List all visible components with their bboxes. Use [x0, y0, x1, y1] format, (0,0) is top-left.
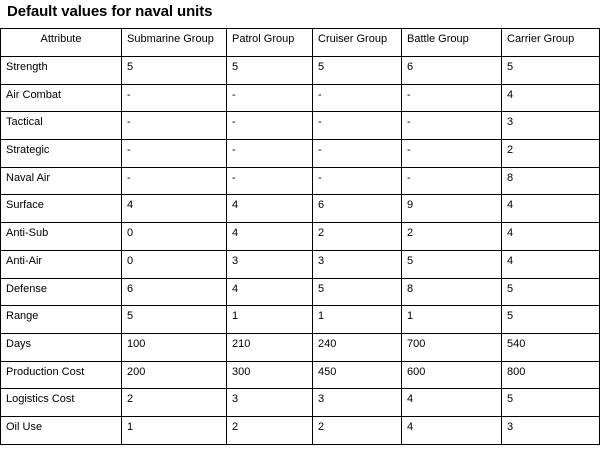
attribute-label: Defense	[1, 278, 122, 306]
value-cell: 3	[227, 389, 313, 417]
value-cell: -	[402, 140, 502, 168]
value-cell: 2	[402, 223, 502, 251]
attribute-label: Logistics Cost	[1, 389, 122, 417]
table-row	[1, 250, 600, 278]
table-row	[1, 361, 600, 389]
value-cell: 200	[122, 361, 227, 389]
value-cell: 5	[502, 278, 600, 306]
value-cell: 9	[402, 195, 502, 223]
value-cell: -	[313, 112, 402, 140]
value-cell: 2	[313, 223, 402, 251]
value-cell: 100	[122, 333, 227, 361]
table-row	[1, 278, 600, 306]
value-cell: 5	[502, 306, 600, 334]
value-cell: -	[122, 84, 227, 112]
value-cell: 5	[402, 250, 502, 278]
attribute-label: Strength	[1, 57, 122, 85]
value-cell: -	[122, 167, 227, 195]
column-header: Submarine Group	[122, 29, 227, 57]
value-cell: 210	[227, 333, 313, 361]
value-cell: 0	[122, 250, 227, 278]
value-cell: 2	[122, 389, 227, 417]
value-cell: 800	[502, 361, 600, 389]
attribute-label: Anti-Air	[1, 250, 122, 278]
value-cell: 3	[313, 250, 402, 278]
table-body	[1, 57, 600, 445]
table-row	[1, 416, 600, 444]
attribute-label: Strategic	[1, 140, 122, 168]
value-cell: -	[122, 112, 227, 140]
value-cell: 5	[227, 57, 313, 85]
column-header-attribute: Attribute	[1, 29, 122, 57]
value-cell: -	[313, 140, 402, 168]
value-cell: -	[402, 84, 502, 112]
value-cell: 0	[122, 223, 227, 251]
attribute-label: Surface	[1, 195, 122, 223]
table-row	[1, 57, 600, 85]
value-cell: 3	[313, 389, 402, 417]
table-row	[1, 195, 600, 223]
attribute-label: Oil Use	[1, 416, 122, 444]
value-cell: 3	[502, 416, 600, 444]
value-cell: -	[313, 167, 402, 195]
table-row	[1, 167, 600, 195]
value-cell: -	[402, 167, 502, 195]
naval-units-table	[0, 28, 600, 445]
value-cell: 2	[313, 416, 402, 444]
value-cell: 3	[502, 112, 600, 140]
value-cell: -	[227, 167, 313, 195]
value-cell: 450	[313, 361, 402, 389]
column-header: Patrol Group	[227, 29, 313, 57]
table-row	[1, 389, 600, 417]
value-cell: 4	[122, 195, 227, 223]
value-cell: 1	[122, 416, 227, 444]
value-cell: 540	[502, 333, 600, 361]
table-row	[1, 333, 600, 361]
table-row	[1, 223, 600, 251]
attribute-label: Production Cost	[1, 361, 122, 389]
value-cell: 5	[313, 278, 402, 306]
value-cell: 1	[402, 306, 502, 334]
value-cell: 4	[227, 223, 313, 251]
value-cell: -	[227, 112, 313, 140]
value-cell: 4	[402, 416, 502, 444]
column-header: Carrier Group	[502, 29, 600, 57]
value-cell: 5	[502, 389, 600, 417]
attribute-label: Air Combat	[1, 84, 122, 112]
value-cell: 8	[402, 278, 502, 306]
table-row	[1, 112, 600, 140]
value-cell: -	[313, 84, 402, 112]
value-cell: 6	[122, 278, 227, 306]
value-cell: 4	[402, 389, 502, 417]
value-cell: 4	[227, 278, 313, 306]
value-cell: -	[122, 140, 227, 168]
value-cell: 5	[313, 57, 402, 85]
value-cell: -	[227, 84, 313, 112]
value-cell: 3	[227, 250, 313, 278]
value-cell: 4	[502, 250, 600, 278]
table-header	[1, 29, 600, 57]
attribute-label: Anti-Sub	[1, 223, 122, 251]
document-title: Default values for naval units	[7, 3, 213, 20]
value-cell: 4	[502, 223, 600, 251]
value-cell: 600	[402, 361, 502, 389]
attribute-label: Naval Air	[1, 167, 122, 195]
value-cell: 2	[227, 416, 313, 444]
value-cell: -	[402, 112, 502, 140]
column-header: Cruiser Group	[313, 29, 402, 57]
header-row	[1, 29, 600, 57]
attribute-label: Days	[1, 333, 122, 361]
value-cell: 300	[227, 361, 313, 389]
value-cell: 4	[502, 84, 600, 112]
column-header: Battle Group	[402, 29, 502, 57]
value-cell: 8	[502, 167, 600, 195]
value-cell: 2	[502, 140, 600, 168]
table-row	[1, 306, 600, 334]
attribute-label: Range	[1, 306, 122, 334]
value-cell: 1	[227, 306, 313, 334]
value-cell: 6	[313, 195, 402, 223]
value-cell: 5	[502, 57, 600, 85]
value-cell: 5	[122, 57, 227, 85]
value-cell: 4	[502, 195, 600, 223]
value-cell: 6	[402, 57, 502, 85]
value-cell: 240	[313, 333, 402, 361]
value-cell: 1	[313, 306, 402, 334]
attribute-label: Tactical	[1, 112, 122, 140]
table-row	[1, 140, 600, 168]
table-row	[1, 84, 600, 112]
value-cell: 700	[402, 333, 502, 361]
value-cell: 5	[122, 306, 227, 334]
value-cell: 4	[227, 195, 313, 223]
value-cell: -	[227, 140, 313, 168]
